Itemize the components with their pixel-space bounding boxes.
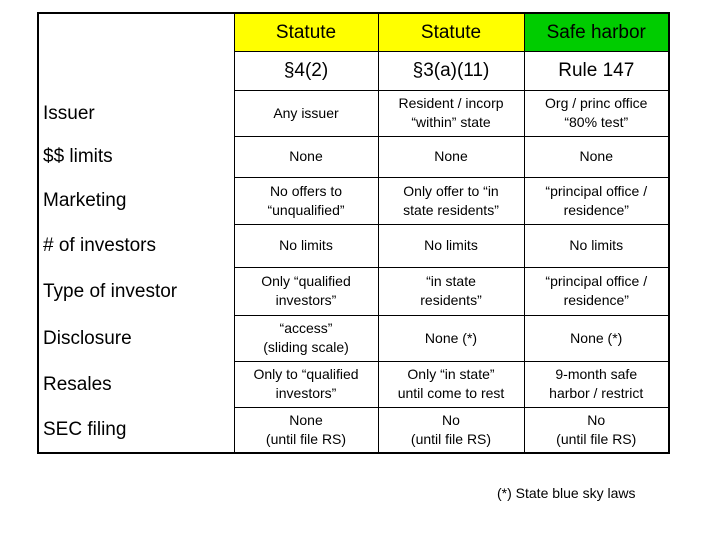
cell-line: No limits bbox=[279, 237, 333, 253]
cell-line: until come to rest bbox=[397, 385, 505, 401]
cell-line: None (*) bbox=[424, 329, 478, 346]
col-header-s3a11: §3(a)(11) bbox=[378, 51, 524, 90]
cell-line: (sliding scale) bbox=[263, 339, 349, 355]
col-header-type-s42: Statute bbox=[234, 13, 378, 51]
cell-line: “unqualified” bbox=[267, 201, 345, 218]
cell-line: harbor / restrict bbox=[549, 385, 644, 401]
table-cell bbox=[378, 267, 524, 315]
cell-line: No bbox=[442, 411, 460, 428]
table-cell bbox=[378, 224, 524, 267]
cell-line: 9-month safe bbox=[555, 366, 638, 382]
cell-line: residence” bbox=[563, 201, 629, 218]
cell-line: None bbox=[434, 148, 468, 164]
cell-line: Only to “qualified bbox=[253, 366, 359, 382]
table-row bbox=[38, 361, 669, 407]
table-cell bbox=[234, 407, 378, 453]
cell-line: “in state bbox=[426, 273, 476, 289]
row-label: SEC filing bbox=[43, 419, 127, 440]
table-row bbox=[38, 177, 669, 224]
cell-line: Org / princ office bbox=[545, 95, 648, 111]
table-cell bbox=[234, 224, 378, 267]
table-cell bbox=[524, 90, 669, 136]
cell-line: (until file RS) bbox=[265, 430, 347, 447]
table-cell bbox=[378, 315, 524, 361]
cell-line: Only “in state” bbox=[407, 366, 495, 382]
cell-line: No bbox=[587, 411, 606, 428]
cell-line: “principal office / bbox=[545, 273, 648, 289]
cell-line: Any issuer bbox=[273, 104, 339, 121]
row-label: Issuer bbox=[43, 102, 95, 124]
row-label: Type of investor bbox=[43, 280, 178, 302]
cell-line: residents” bbox=[420, 292, 482, 308]
cell-line: Only “qualified bbox=[261, 273, 351, 289]
col-header-type-s3a11: Statute bbox=[378, 13, 524, 51]
footnote: (*) State blue sky laws bbox=[497, 485, 636, 501]
cell-line: Resident / incorp bbox=[398, 95, 504, 111]
table-cell bbox=[524, 407, 669, 453]
cell-line: investors” bbox=[275, 385, 337, 401]
corner-cell bbox=[38, 13, 234, 51]
cell-line: None bbox=[289, 411, 323, 428]
table-cell bbox=[524, 267, 669, 315]
comparison-table-body bbox=[38, 13, 669, 453]
table-row bbox=[38, 267, 669, 315]
table-cell bbox=[524, 177, 669, 224]
row-label: # of investors bbox=[43, 235, 156, 256]
col-header-type-rule147: Safe harbor bbox=[524, 13, 669, 51]
cell-line: state residents” bbox=[403, 201, 499, 218]
corner-cell-2 bbox=[38, 51, 234, 90]
cell-line: “access” bbox=[279, 320, 333, 336]
table-cell bbox=[524, 315, 669, 361]
table-cell bbox=[234, 177, 378, 224]
col-header-rule147: Rule 147 bbox=[524, 51, 669, 90]
cell-line: (until file RS) bbox=[410, 430, 492, 447]
row-label: Marketing bbox=[43, 190, 127, 211]
table-cell bbox=[378, 361, 524, 407]
row-label: Disclosure bbox=[43, 327, 132, 349]
table-cell bbox=[234, 315, 378, 361]
cell-line: None bbox=[289, 148, 323, 164]
cell-line: “within” state bbox=[411, 114, 491, 130]
cell-line: “80% test” bbox=[564, 114, 629, 130]
header-row-type bbox=[38, 13, 669, 51]
cell-line: “principal office / bbox=[545, 182, 648, 199]
table-row bbox=[38, 224, 669, 267]
table-cell bbox=[378, 136, 524, 177]
row-label: $$ limits bbox=[43, 146, 113, 167]
table-cell bbox=[378, 90, 524, 136]
table-cell bbox=[234, 267, 378, 315]
table-cell bbox=[234, 136, 378, 177]
cell-line: (until file RS) bbox=[556, 430, 637, 447]
table-cell bbox=[378, 177, 524, 224]
table-row bbox=[38, 136, 669, 177]
cell-line: None (*) bbox=[570, 329, 623, 346]
cell-line: investors” bbox=[275, 292, 337, 308]
row-label: Resales bbox=[43, 373, 112, 395]
col-header-s42: §4(2) bbox=[234, 51, 378, 90]
table-cell bbox=[234, 361, 378, 407]
header-row-section bbox=[38, 51, 669, 90]
table-row bbox=[38, 90, 669, 136]
table-cell bbox=[378, 407, 524, 453]
cell-line: None bbox=[579, 148, 613, 164]
table-cell bbox=[524, 224, 669, 267]
comparison-table bbox=[37, 12, 670, 454]
cell-line: residence” bbox=[563, 292, 629, 308]
table-row bbox=[38, 315, 669, 361]
cell-line: No limits bbox=[569, 237, 624, 253]
cell-line: No limits bbox=[424, 237, 478, 253]
table-cell bbox=[524, 136, 669, 177]
table-cell bbox=[234, 90, 378, 136]
cell-line: No offers to bbox=[269, 182, 343, 199]
cell-line: Only offer to “in bbox=[403, 182, 499, 199]
table-row bbox=[38, 407, 669, 453]
table-cell bbox=[524, 361, 669, 407]
